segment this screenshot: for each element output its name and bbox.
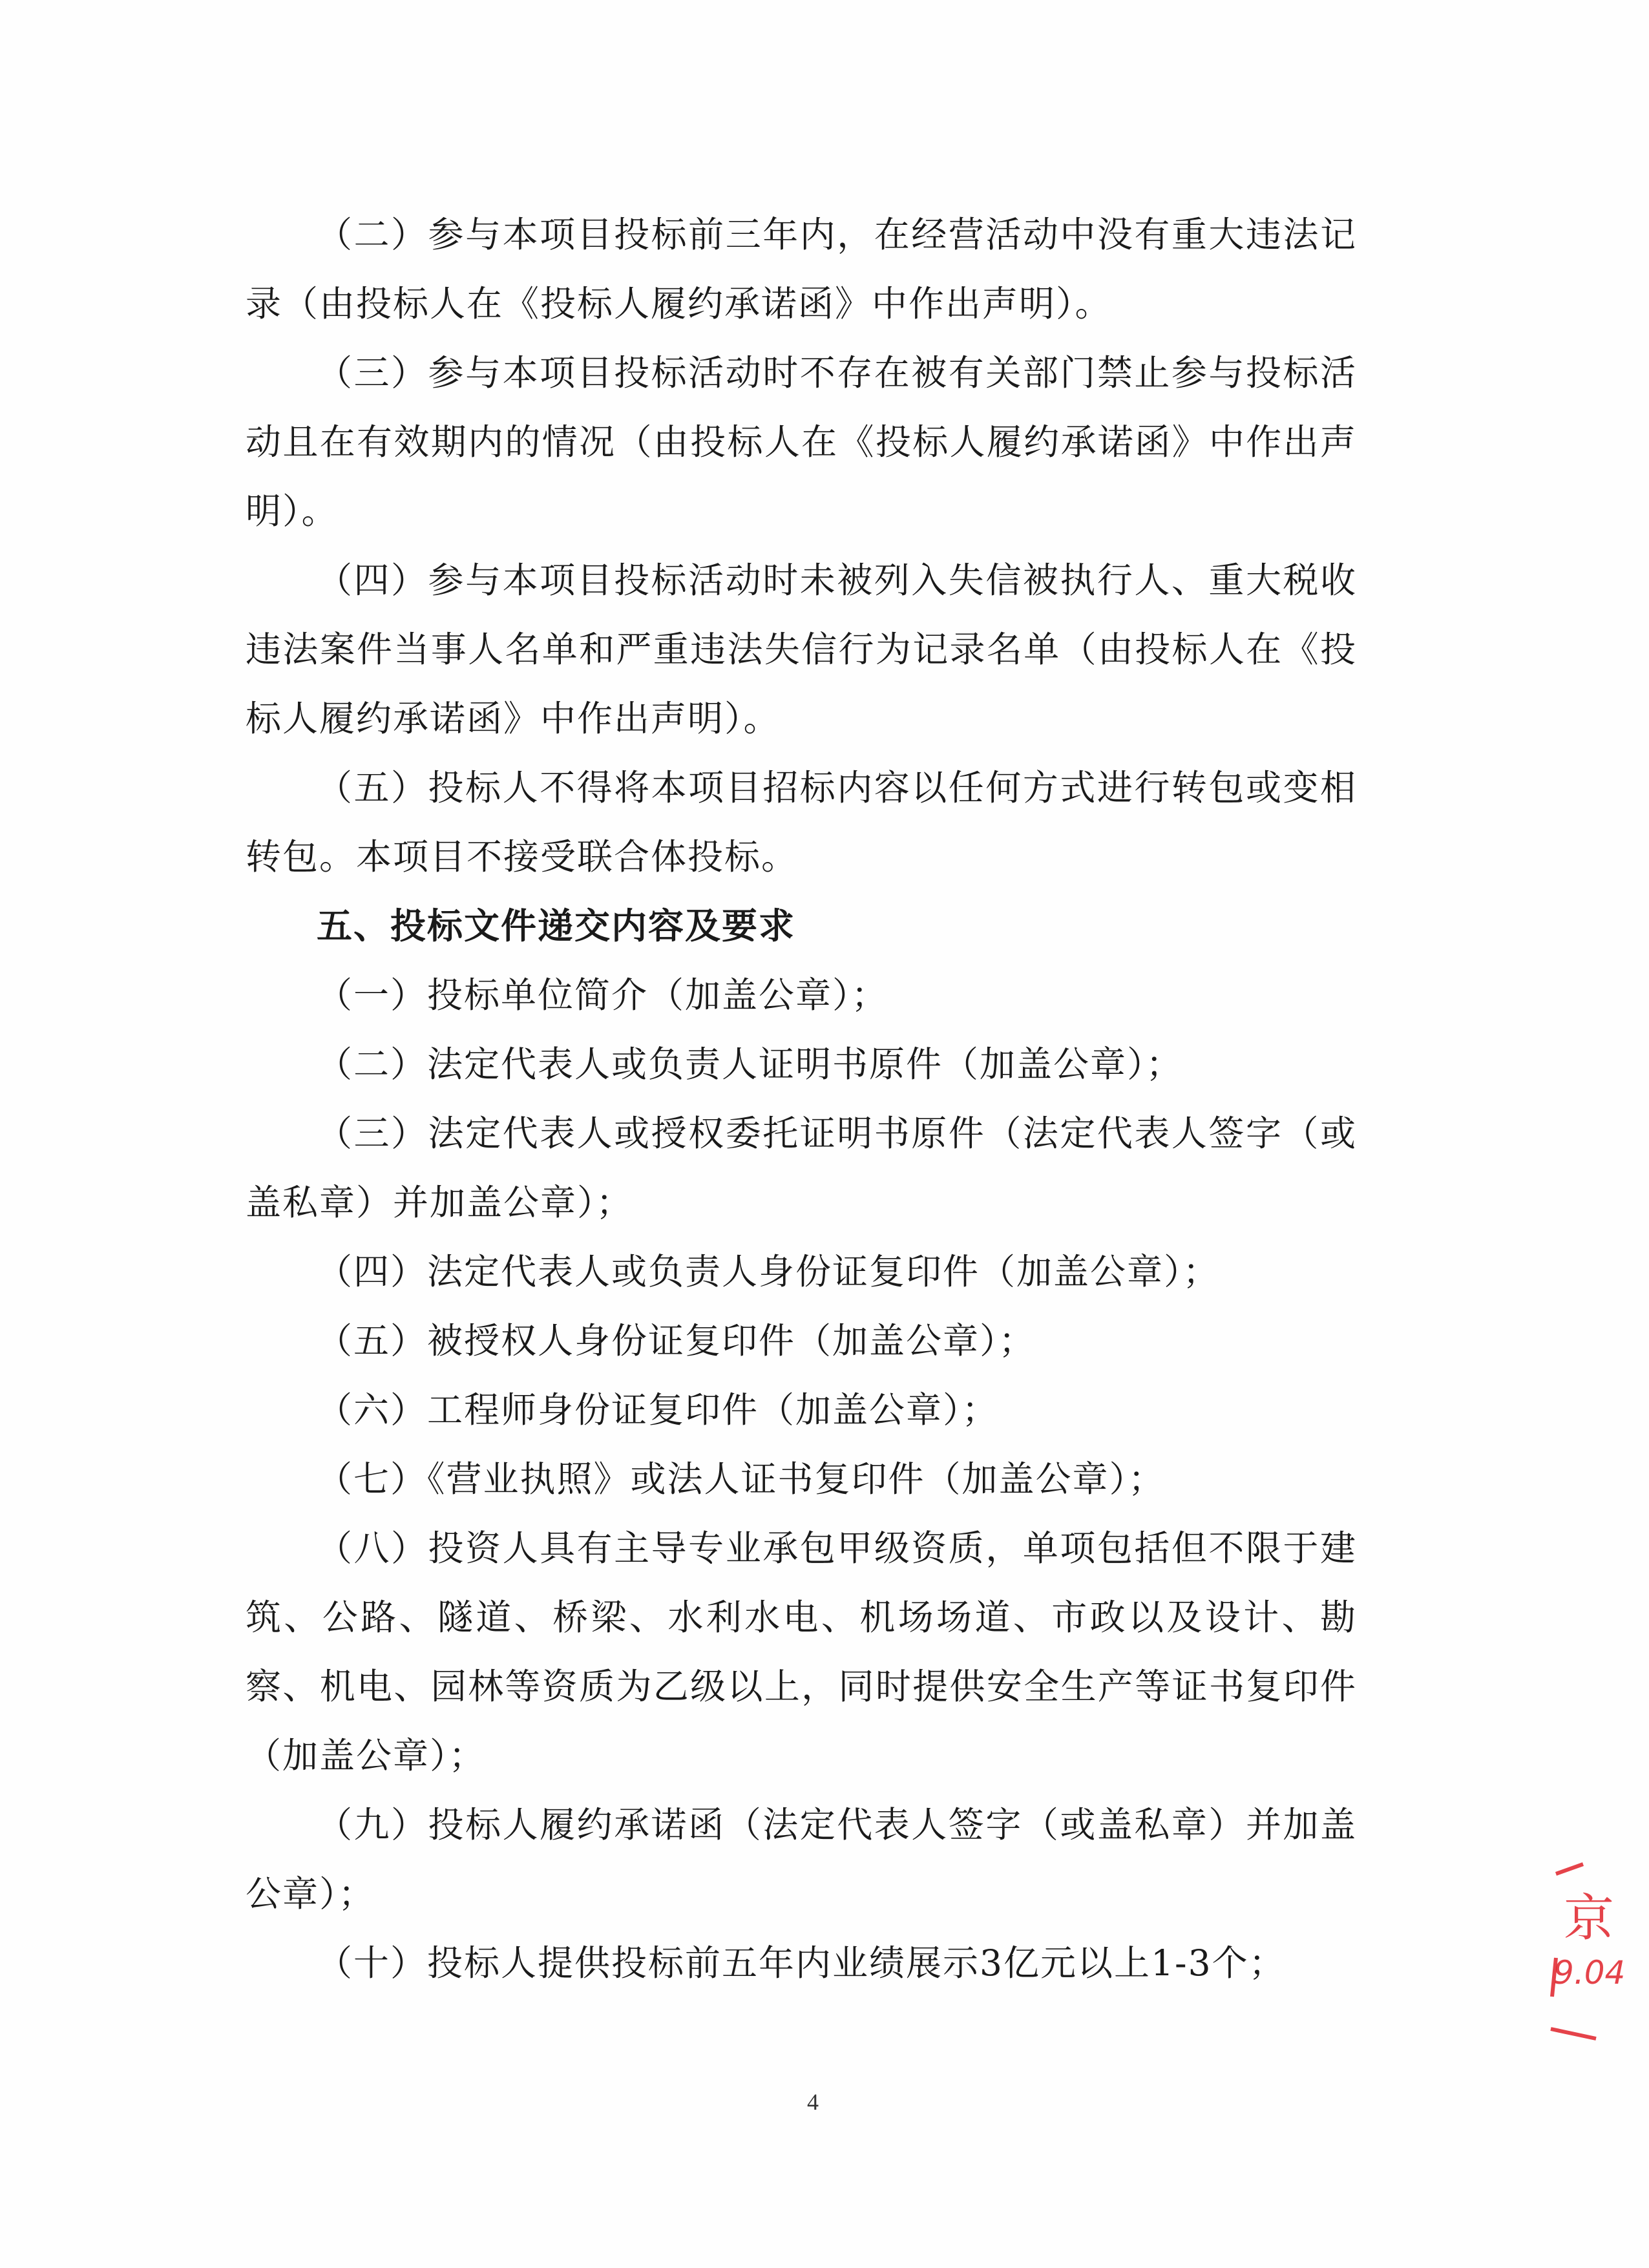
list-item-4: （四）法定代表人或负责人身份证复印件（加盖公章）；: [317, 1251, 1220, 1292]
stamp-character: 京: [1564, 1889, 1615, 1948]
document-body: [246, 200, 1357, 1998]
seal-stamp: [1544, 1861, 1649, 2048]
list-item-2: （二）法定代表人或负责人证明书原件（加盖公章）；: [317, 1044, 1183, 1085]
list-item-3: （三）法定代表人或授权委托证明书原件（法定代表人签字（或盖私章）并加盖公章）；: [246, 1113, 1357, 1223]
section-heading: 五、投标文件递交内容及要求: [317, 905, 796, 947]
list-item-5: （五）被授权人身份证复印件（加盖公章）；: [317, 1320, 1036, 1361]
paragraph-3: （三）参与本项目投标活动时不存在被有关部门禁止参与投标活动且在有效期内的情况（由投标人在《投标人履约承诺函》中作出声明）。: [246, 352, 1357, 532]
paragraph-4: （四）参与本项目投标活动时未被列入失信被执行人、重大税收违法案件当事人名单和严重违法失信行为记录名单（由投标人在《投标人履约承诺函》中作出声明）。: [246, 560, 1357, 739]
stamp-date: 9.04: [1553, 1954, 1626, 1991]
list-item-8: （八）投资人具有主导专业承包甲级资质，单项包括但不限于建筑、公路、隧道、桥梁、水利水电、机场场道、市政以及设计、勘察、机电、园林等资质为乙级以上，同时提供安全生产等证书复印件（加盖公章）；: [246, 1528, 1357, 1776]
list-item-10: （十）投标人提供投标前五年内业绩展示3亿元以上1-3个；: [317, 1942, 1286, 1984]
list-item-6: （六）工程师身份证复印件（加盖公章）；: [317, 1389, 999, 1431]
list-item-7: （七）《营业执照》或法人证书复印件（加盖公章）；: [317, 1458, 1166, 1500]
seal-stamp-graphic: [1544, 1861, 1649, 2048]
list-item-9: （九）投标人履约承诺函（法定代表人签字（或盖私章）并加盖公章）；: [246, 1804, 1357, 1915]
page-number: 4: [807, 2089, 819, 2115]
paragraph-2: （二）参与本项目投标前三年内，在经营活动中没有重大违法记录（由投标人在《投标人履约承诺函》中作出声明）。: [246, 214, 1357, 324]
list-item-1: （一）投标单位简介（加盖公章）；: [317, 974, 888, 1016]
paragraph-5: （五）投标人不得将本项目招标内容以任何方式进行转包或变相转包。本项目不接受联合体投标。: [246, 767, 1357, 877]
